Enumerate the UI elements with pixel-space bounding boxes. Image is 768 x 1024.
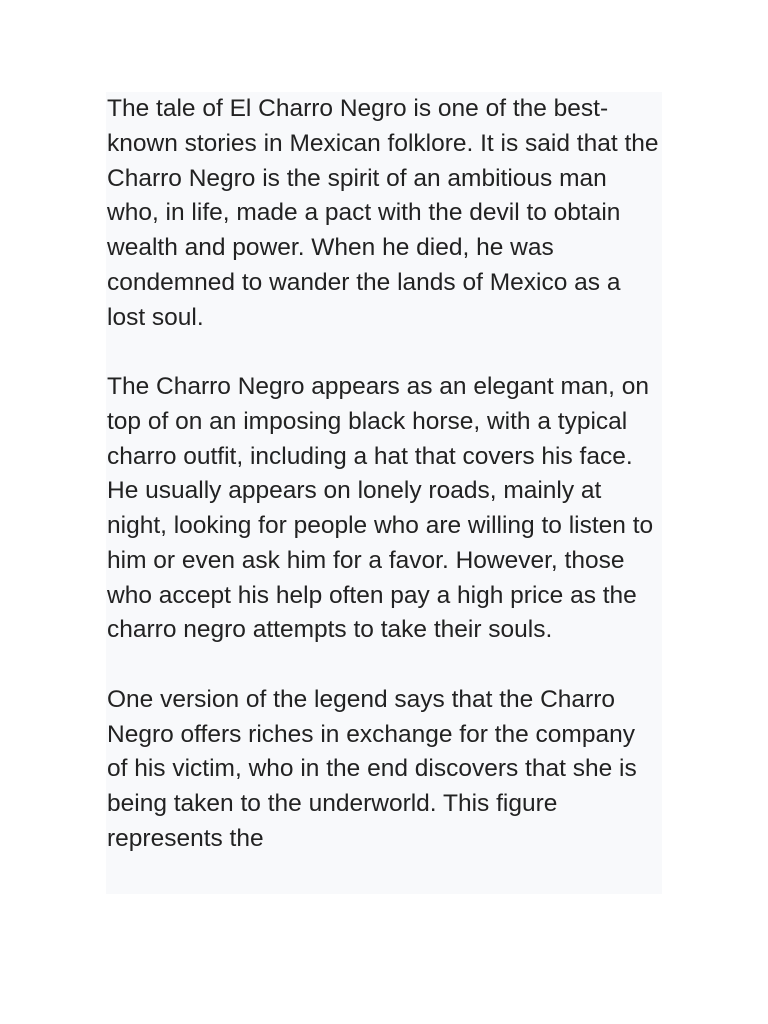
text-block: [106, 92, 662, 894]
paragraph-3: One version of the legend says that the Charro Negro offers riches in exchange for the company of his victim, who in the end discovers that she is being taken to the underworld. This figure represents the: [107, 685, 637, 852]
paragraph-1: The tale of El Charro Negro is one of the best-known stories in Mexican folklore. It is said that the Charro Negro is the spirit of an ambitious man who, in life, made a pact with the devil to obtain wealth and power. When he died, he was condemned to wander the lands of Mexico as a lost soul.: [107, 95, 659, 331]
paragraph-gap: [107, 335, 660, 370]
paragraph-gap: [107, 648, 660, 683]
paragraph-2: The Charro Negro appears as an elegant man, on top of on an imposing black horse, with a typical charro outfit, including a hat that covers his face. He usually appears on lonely roads, mainly at night, looking for people who are willing to listen to him or even ask him for a favor. However, those who accept his help often pay a high price as the charro negro attempts to take their souls.: [107, 373, 654, 644]
